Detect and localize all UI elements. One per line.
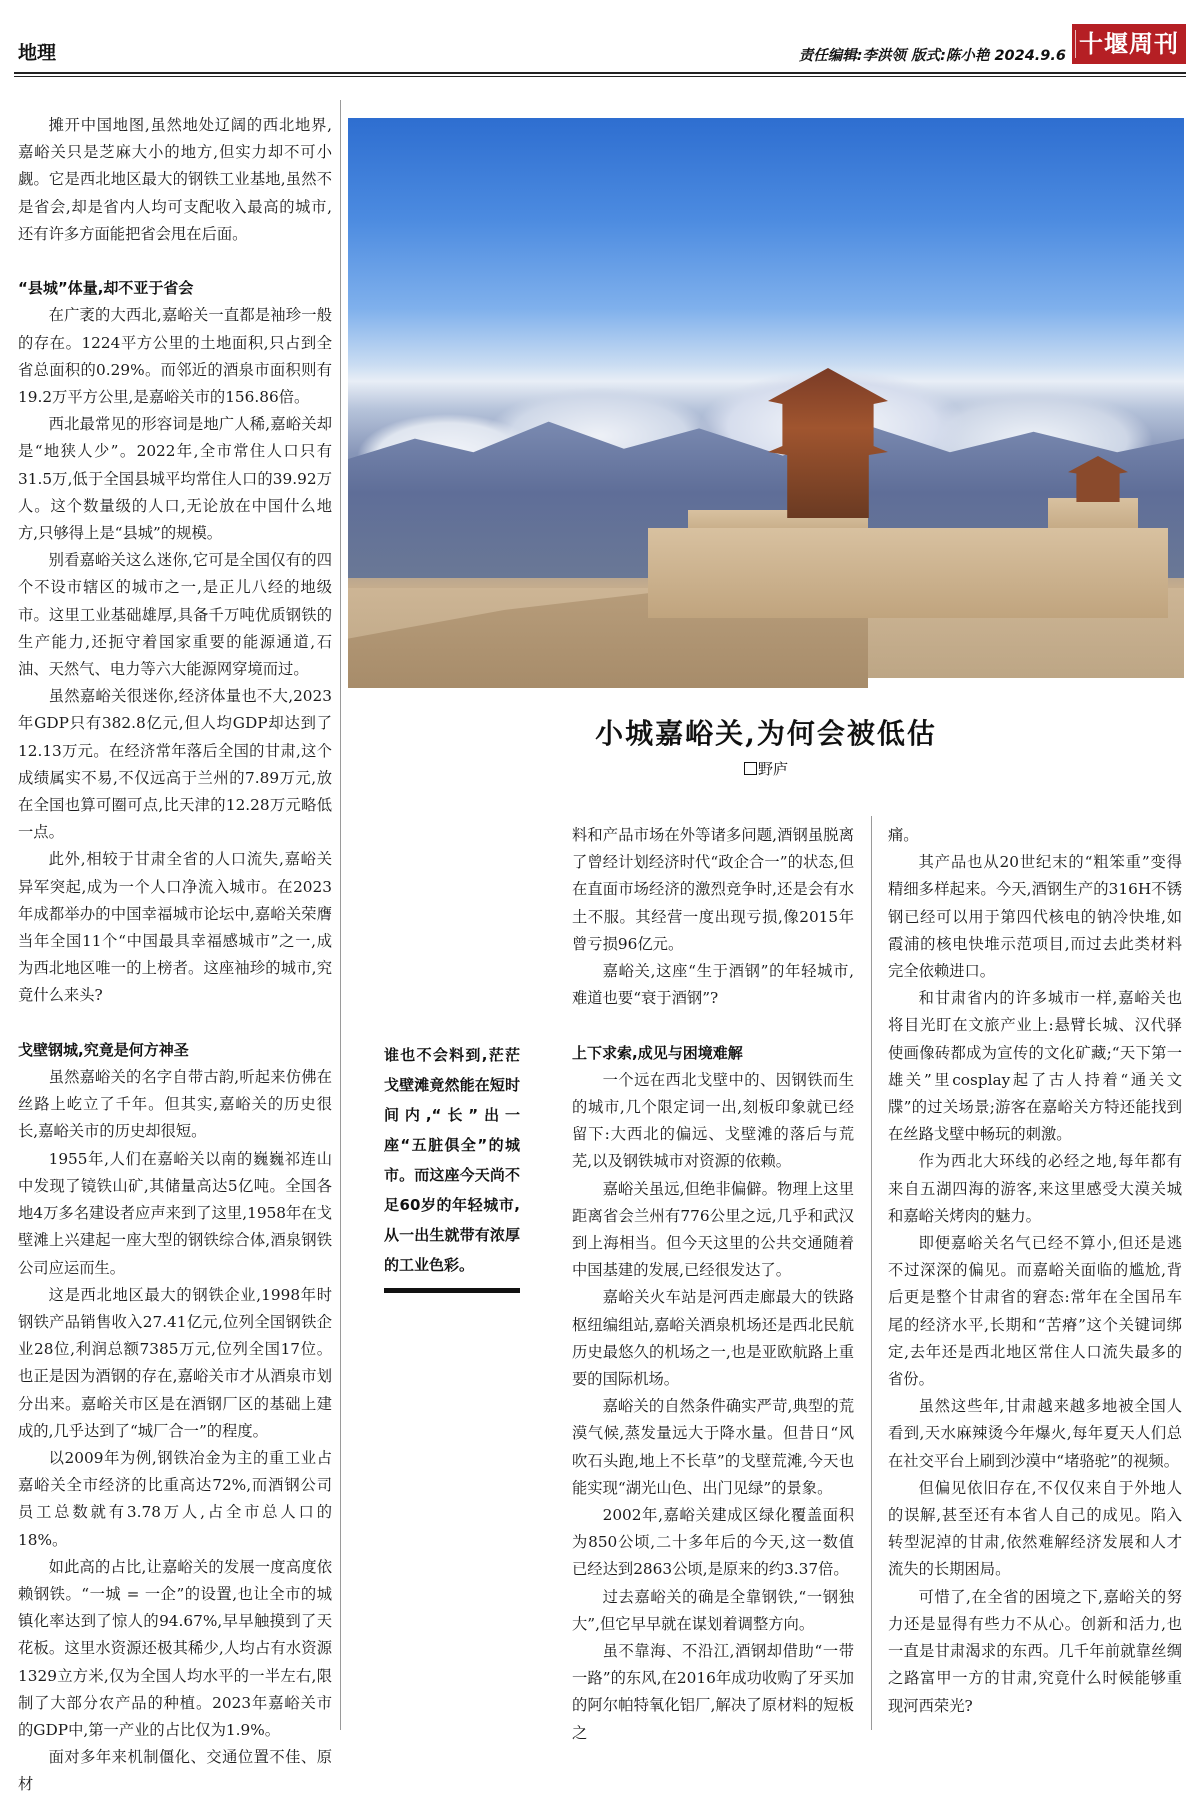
paragraph: 摊开中国地图,虽然地处辽阔的西北地界,嘉峪关只是芝麻大小的地方,但实力却不可小觑。它是西北地区最大的钢铁工业基地,虽然不是省会,却是省内人均可支配收入最高的城市,还有许多方面能把省会甩在后面。 — [18, 116, 332, 243]
paragraph-gap — [18, 248, 332, 275]
paragraph: 作为西北大环线的必经之地,每年都有来自五湖四海的游客,来这里感受大漠关城和嘉峪关烤肉的魅力。 — [888, 1152, 1182, 1225]
column-divider — [340, 100, 341, 1730]
masthead-logo — [1072, 24, 1186, 64]
paragraph: 其产品也从20世纪末的“粗笨重”变得精细多样起来。今天,酒钢生产的316H不锈钢已经可以用于第四代核电的钠冷快堆,如霞浦的核电快堆示范项目,而过去此类材料完全依赖进口。 — [888, 853, 1182, 981]
paragraph: 嘉峪关虽远,但绝非偏僻。物理上这里距离省会兰州有776公里之远,几乎和武汉到上海相当。但今天这里的公共交通随着中国基建的发展,已经很发达了。 — [572, 1179, 854, 1280]
paragraph: 1955年,人们在嘉峪关以南的巍巍祁连山中发现了镜铁山矿,其储量高达5亿吨。全国各地4万多名建设者应声来到了这里,1958年在戈壁滩上兴建起一座大型的钢铁综合体,酒泉钢铁公司应运而生。 — [18, 1149, 332, 1277]
masthead-ornament — [1075, 30, 1080, 58]
paragraph: 面对多年来机制僵化、交通位置不佳、原材 — [18, 1748, 332, 1794]
paragraph: 料和产品市场在外等诸多问题,酒钢虽脱离了曾经计划经济时代“政企合一”的状态,但在直面市场经济的激烈竞争时,还是会有水土不服。其经营一度出现亏损,像2015年曾亏损96亿元。 — [572, 826, 854, 953]
paragraph: 虽然嘉峪关的名字自带古韵,听起来仿佛在丝路上屹立了千年。但其实,嘉峪关的历史很长,嘉峪关市的历史却很短。 — [18, 1068, 332, 1141]
paragraph: 但偏见依旧存在,不仅仅来自于外地人的误解,甚至还有本省人自己的成见。陷入转型泥淖的甘肃,依然难解经济发展和人才流失的长期困局。 — [888, 1478, 1182, 1579]
header-rule — [14, 72, 1186, 74]
article-title: 小城嘉峪关,为何会被低估 — [595, 717, 937, 750]
paragraph: 虽然这些年,甘肃越来越多地被全国人看到,天水麻辣烫今年爆火,每年夏天人们总在社交平台上刷到沙漠中“堵骆驼”的视频。 — [888, 1397, 1182, 1470]
paragraph: 在广袤的大西北,嘉峪关一直都是袖珍一般的存在。1224平方公里的土地面积,只占到全省总面积的0.29%。而邻近的酒泉市面积则有19.2万平方公里,是嘉峪关市的156.86倍。 — [18, 306, 332, 407]
subheading: 上下求索,成见与困境难解 — [572, 1043, 743, 1062]
section-label: 地理 — [18, 42, 57, 64]
paragraph: 和甘肃省内的许多城市一样,嘉峪关也将目光盯在文旅产业上:悬臂长城、汉代驿使画像砖都成为宣传的文化矿藏;“天下第一雄关”里cosplay起了古人持着“通关文牒”的过关场景;游客在嘉峪关方特还能找到在丝路戈壁中畅玩的刺激。 — [888, 989, 1182, 1144]
masthead-title: 十堰周刊 — [1079, 29, 1179, 58]
article-author — [548, 758, 984, 779]
pull-quote-bar — [384, 1288, 520, 1293]
text-column-3 — [888, 822, 1182, 1720]
paragraph: 嘉峪关的自然条件确实严苛,典型的荒漠气候,蒸发量远大于降水量。但昔日“风吹石头跑,地上不长草”的戈壁荒滩,今天也能实现“湖光山色、出门见绿”的景象。 — [572, 1397, 854, 1497]
paragraph-gap — [18, 1010, 332, 1037]
paragraph: 一个远在西北戈壁中的、因钢铁而生的城市,几个限定词一出,刻板印象就已经留下:大西北的偏远、戈壁滩的落后与荒芜,以及钢铁城市对资源的依赖。 — [572, 1070, 854, 1171]
paragraph: 即便嘉峪关名气已经不算小,但还是逃不过深深的偏见。而嘉峪关面临的尴尬,背后更是整个甘肃省的窘态:常年在全国吊车尾的经济水平,长期和“苦瘠”这个关键词绑定,去年还是西北地区常住人口流失最多的省份。 — [888, 1234, 1182, 1389]
paragraph-gap — [572, 1012, 854, 1039]
paragraph: 如此高的占比,让嘉峪关的发展一度高度依赖钢铁。“一城 = 一企”的设置,也让全市的城镇化率达到了惊人的94.67%,早早触摸到了天花板。这里水资源还极其稀少,人均占有水资源1329立方米,仅为全国人均水平的一半左右,限制了大部分农产品的种植。2023年嘉峪关市的GDP中,第一产业的占比仅为1.9%。 — [18, 1557, 332, 1739]
paragraph: 虽然嘉峪关很迷你,经济体量也不大,2023年GDP只有382.8亿元,但人均GDP却达到了12.13万元。在经济常年落后全国的甘肃,这个成绩属实不易,不仅远高于兰州的7.89万元,放在全国也算可圈可点,比天津的12.28万元略低一点。 — [18, 687, 332, 842]
column-divider — [871, 816, 872, 1730]
paragraph: 西北最常见的形容词是地广人稀,嘉峪关却是“地狭人少”。2022年,全市常住人口只有31.5万,低于全国县城平均常住人口的39.92万人。这个数量级的人口,无论放在中国什么地方,只够得上是“县城”的规模。 — [18, 415, 332, 543]
pull-quote: 谁也不会料到,茫茫戈壁滩竟然能在短时间内,“长”出一座“五脏俱全”的城市。而这座今天尚不足60岁的年轻城市,从一出生就带有浓厚的工业色彩。 — [384, 1046, 520, 1274]
paragraph: 此外,相较于甘肃全省的人口流失,嘉峪关异军突起,成为一个人口净流入城市。在2023年成都举办的中国幸福城市论坛中,嘉峪关荣膺当年全国11个“中国最具幸福感城市”之一,成为西北地区唯一的上榜者。这座袖珍的城市,究竟什么来头? — [18, 850, 332, 1005]
paragraph: 过去嘉峪关的确是全靠钢铁,“一钢独大”,但它早早就在谋划着调整方向。 — [572, 1587, 854, 1633]
paragraph: 别看嘉峪关这么迷你,它可是全国仅有的四个不设市辖区的城市之一,是正儿八经的地级市。这里工业基础雄厚,具备千万吨优质钢铁的生产能力,还扼守着国家重要的能源通道,石油、天然气、电力等六大能源网穿境而过。 — [18, 551, 332, 679]
header-rule-thin — [14, 76, 1186, 77]
fortress-wall — [648, 528, 1168, 618]
editor-credit: 责任编辑:李洪领 版式:陈小艳 2024.9.6 — [798, 48, 1066, 64]
author-box-icon — [744, 762, 757, 775]
paragraph: 嘉峪关火车站是河西走廊最大的铁路枢纽编组站,嘉峪关酒泉机场还是西北民航历史最悠久的机场之一,也是亚欧航路上重要的国际机场。 — [572, 1288, 854, 1389]
paragraph: 痛。 — [888, 826, 919, 844]
subheading: 戈壁钢城,究竟是何方神圣 — [18, 1040, 189, 1059]
subheading: “县城”体量,却不亚于省会 — [18, 279, 194, 298]
paragraph: 嘉峪关,这座“生于酒钢”的年轻城市,难道也要“衰于酒钢”? — [572, 962, 854, 1008]
text-column-2 — [572, 822, 854, 1747]
paragraph: 2002年,嘉峪关建成区绿化覆盖面积为850公顷,二十多年后的今天,这一数值已经达到2863公顷,是原来的约3.37倍。 — [572, 1506, 854, 1579]
text-column-1 — [18, 112, 332, 1799]
paragraph: 这是西北地区最大的钢铁企业,1998年时钢铁产品销售收入27.41亿元,位列全国钢铁企业28位,利润总额7385万元,位列全国17位。也正是因为酒钢的存在,嘉峪关市才从酒泉市划分出来。嘉峪关市区是在酒钢厂区的基础上建成的,几乎达到了“城厂合一”的程度。 — [18, 1285, 332, 1440]
paragraph: 虽不靠海、不沿江,酒钢却借助“一带一路”的东风,在2016年成功收购了牙买加的阿尔帕特氧化铝厂,解决了原材料的短板之 — [572, 1642, 854, 1742]
jiayuguan-photo — [348, 118, 1184, 678]
paragraph: 可惜了,在全省的困境之下,嘉峪关的努力还是显得有些力不从心。创新和活力,也一直是甘肃渴求的东西。几千年前就靠丝绸之路富甲一方的甘肃,究竟什么时候能够重现河西荣光? — [888, 1587, 1182, 1715]
author-name: 野庐 — [757, 760, 788, 778]
paragraph: 以2009年为例,钢铁冶金为主的重工业占嘉峪关全市经济的比重高达72%,而酒钢公司员工总数就有3.78万人,占全市总人口的18%。 — [18, 1448, 332, 1549]
